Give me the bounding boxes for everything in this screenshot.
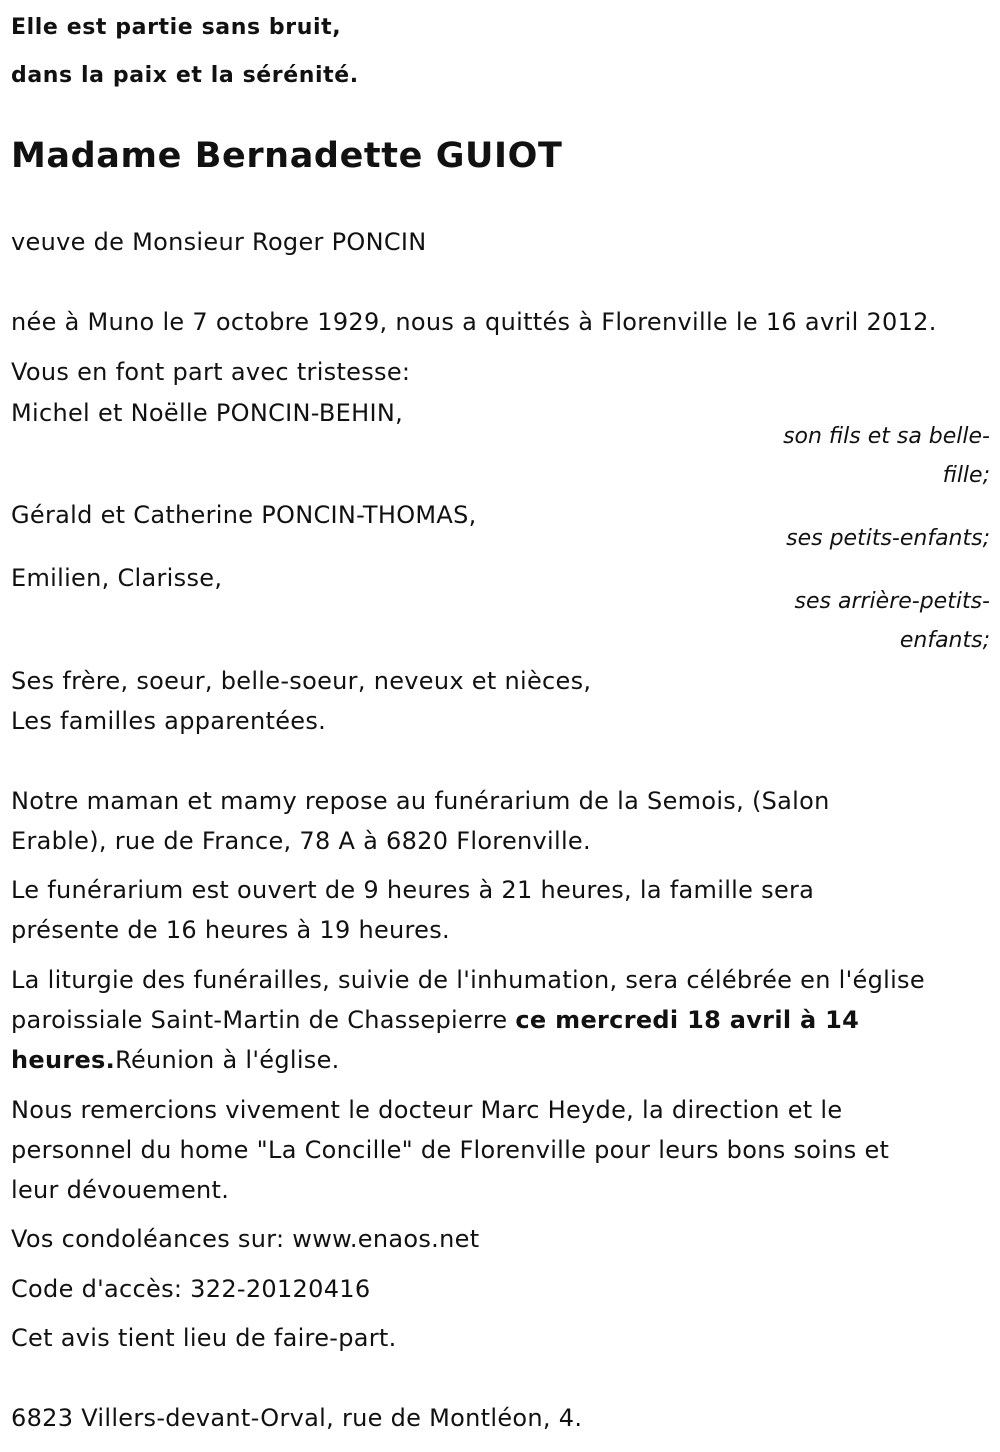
funerarium-line-1: Notre maman et mamy repose au funérarium de la Semois, (Salon [11, 787, 830, 815]
widow-of-line: veuve de Monsieur Roger PONCIN [11, 228, 427, 256]
family-member-names: Michel et Noëlle PONCIN-BEHIN, [11, 399, 404, 427]
family-others-line-1: Ses frère, soeur, belle-soeur, neveux et nièces, [11, 667, 592, 695]
intro-line-2: dans la paix et la sérénité. [11, 63, 359, 88]
birth-death-line: née à Muno le 7 octobre 1929, nous a quittés à Florenville le 16 avril 2012. [11, 308, 937, 336]
thanks-line-3: leur dévouement. [11, 1176, 230, 1204]
access-code-line: Code d'accès: 322-20120416 [11, 1275, 371, 1303]
hours-line-1: Le funérarium est ouvert de 9 heures à 21 heures, la famille sera [11, 876, 815, 904]
family-member-names: Emilien, Clarisse, [11, 564, 223, 592]
address-line: 6823 Villers-devant-Orval, rue de Montléon, 4. [11, 1404, 583, 1432]
family-member-names: Gérald et Catherine PONCIN-THOMAS, [11, 501, 477, 529]
family-member-relation: son fils et sa belle- [783, 424, 990, 449]
condolences-line: Vos condoléances sur: www.enaos.net [11, 1225, 480, 1253]
faire-part-line: Cet avis tient lieu de faire-part. [11, 1324, 397, 1352]
liturgy-line-3 [11, 1040, 340, 1080]
hours-line-2: présente de 16 heures à 19 heures. [11, 916, 450, 944]
funerarium-line-2: Erable), rue de France, 78 A à 6820 Florenville. [11, 827, 591, 855]
family-others-line-2: Les familles apparentées. [11, 707, 327, 735]
thanks-line-2: personnel du home "La Concille" de Florenville pour leurs bons soins et [11, 1136, 890, 1164]
family-member-relation: ses petits-enfants; [786, 526, 990, 551]
thanks-line-1: Nous remercions vivement le docteur Marc Heyde, la direction et le [11, 1096, 843, 1124]
liturgy-meeting-text: Réunion à l'église. [115, 1046, 340, 1074]
family-member-relation: enfants; [899, 628, 990, 653]
family-member-relation: ses arrière-petits- [794, 589, 990, 614]
liturgy-time-emphasis: heures. [11, 1046, 116, 1074]
liturgy-line-2 [11, 1000, 859, 1040]
liturgy-line-1: La liturgie des funérailles, suivie de l'inhumation, sera célébrée en l'église [11, 966, 925, 994]
family-heading: Vous en font part avec tristesse: [11, 358, 411, 386]
intro-line-1: Elle est partie sans bruit, [11, 15, 342, 40]
deceased-name: Madame Bernadette GUIOT [11, 136, 563, 176]
liturgy-date-emphasis: ce mercredi 18 avril à 14 [515, 1006, 860, 1034]
family-member-relation: fille; [942, 463, 990, 488]
liturgy-text: paroissiale Saint-Martin de Chassepierre [11, 1006, 516, 1034]
